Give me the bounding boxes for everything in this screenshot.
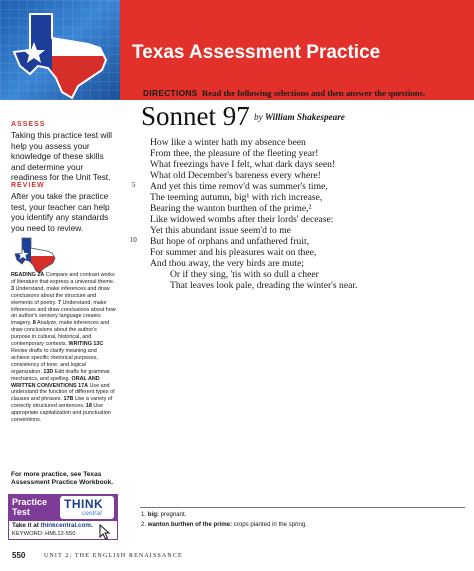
footnote-term: wanton burthen of the prime: <box>147 521 233 528</box>
teks-code: 3 <box>11 285 14 292</box>
take-it-text <box>12 522 93 529</box>
footnote <box>141 521 307 528</box>
page-number: 550 <box>12 551 26 560</box>
take-suffix: . <box>90 522 93 529</box>
poem-line: Bearing the wanton burthen of the prime,² <box>150 203 312 214</box>
teks-description: Revise drafts to clarify meaning and achieve specific rhetorical purposes, consistency of tone, and logical organization. <box>11 347 98 375</box>
footnote-number: 2. <box>141 521 147 528</box>
teks-description: Compare and contrast works of literature that express a universal theme. <box>11 272 115 285</box>
teks-standards-text <box>11 272 116 424</box>
footnote <box>141 511 186 518</box>
teks-description: Use and understand the function of different types of clauses and phrases. <box>11 382 115 403</box>
poem-byline <box>254 112 345 122</box>
teks-description: Use appropriate capitalization and punctuation conventions. <box>11 403 111 424</box>
footnote-definition: pregnant. <box>158 511 187 518</box>
teks-description: Understand, make inferences and draw conclusions about how an author's sensory language creates imagery. <box>11 299 116 327</box>
central-word: central <box>82 510 102 517</box>
teks-description: Use a variety of correctly structured sentences. <box>11 396 113 410</box>
poem-line: The teeming autumn, big¹ with rich increase, <box>150 192 323 203</box>
poem-title: Sonnet 97 <box>141 101 250 131</box>
byline-prefix: by <box>254 112 263 122</box>
poem-line: What freezings have I felt, what dark days seen! <box>150 159 336 170</box>
teks-code: 13D <box>43 368 54 375</box>
poem-line: And yet this time remov'd was summer's time, <box>150 181 328 192</box>
poem-line: Or if they sing, 'tis with so dull a cheer <box>170 269 319 280</box>
review-text: After you take the practice test, your teacher can help you identify any standards you need to review. <box>11 191 110 233</box>
footnote-term: big: <box>147 511 159 518</box>
keyword-text: KEYWORD: HML12-550 <box>12 531 76 537</box>
footnote-number: 1. <box>141 511 147 518</box>
teks-code: READING 2A <box>11 272 45 278</box>
teks-description: Edit drafts for grammar, mechanics, and spelling. <box>11 368 112 382</box>
think-central-logo <box>60 496 114 519</box>
poem-line: For summer and his pleasures wait on thee, <box>150 247 317 258</box>
take-prefix: Take it at <box>12 522 41 529</box>
poem-line: And thou away, the very birds are mute; <box>150 258 304 269</box>
teks-description: Analyze, make inferences and draw conclusions about the author's purpose in cultural, historical, and contemporary contexts. <box>11 320 110 348</box>
poem-line: What old December's bareness every where! <box>150 170 321 181</box>
poem-line: That leaves look pale, dreading the winter's near. <box>170 280 358 291</box>
teks-code: 7 <box>57 299 61 306</box>
poem-line: Like widowed wombs after their lords' decease: <box>150 214 334 225</box>
poem-line: How like a winter hath my absence been <box>150 137 306 148</box>
line-number: 10 <box>130 237 137 244</box>
assess-label: ASSESS <box>11 121 46 128</box>
review-label: REVIEW <box>11 182 45 189</box>
cursor-arrow-icon <box>98 524 112 540</box>
directions-label: DIRECTIONS <box>143 88 198 98</box>
poem-author: William Shakespeare <box>264 112 345 122</box>
thinkcentral-link[interactable]: thinkcentral.com <box>40 522 91 529</box>
footnote-definition: crops planted in the spring. <box>232 521 307 528</box>
practice-test-box[interactable] <box>8 494 118 540</box>
practice-test-label: Practice Test <box>12 497 48 517</box>
teks-code: 8 <box>32 320 36 327</box>
teks-code: ORAL AND WRITTEN CONVENTIONS 17A <box>11 375 100 389</box>
poem-line: From thee, the pleasure of the fleeting year! <box>150 148 319 159</box>
running-head: UNIT 2: THE ENGLISH RENAISSANCE <box>44 553 183 559</box>
line-number: 5 <box>132 182 136 189</box>
poem-line: Yet this abundant issue seem'd to me <box>150 225 291 236</box>
directions-text: Read the following selections and then answer the questions. <box>202 88 426 98</box>
poem-line: But hope of orphans and unfathered fruit, <box>150 236 310 247</box>
think-word: THINK <box>64 497 104 511</box>
teks-code: WRITING 13C <box>68 341 104 348</box>
more-practice-note: For more practice, see Texas Assessment Practice Workbook. <box>11 471 114 486</box>
teks-description: Understand, make inferences and draw conclusions about the structure and elements of poetry. <box>11 285 110 306</box>
teks-code: 18 <box>85 403 92 410</box>
teks-code: 17B <box>63 396 74 403</box>
texas-flag-map-icon <box>12 8 120 100</box>
footnote-divider <box>140 507 465 508</box>
teks-texas-icon <box>14 236 64 274</box>
practice-test-banner <box>8 494 118 520</box>
directions <box>143 88 425 98</box>
assess-text: Taking this practice test will help you assess your knowledge of these skills and determine your readiness for the Unit Test. <box>11 130 113 183</box>
page-header-title: Texas Assessment Practice <box>132 42 381 63</box>
